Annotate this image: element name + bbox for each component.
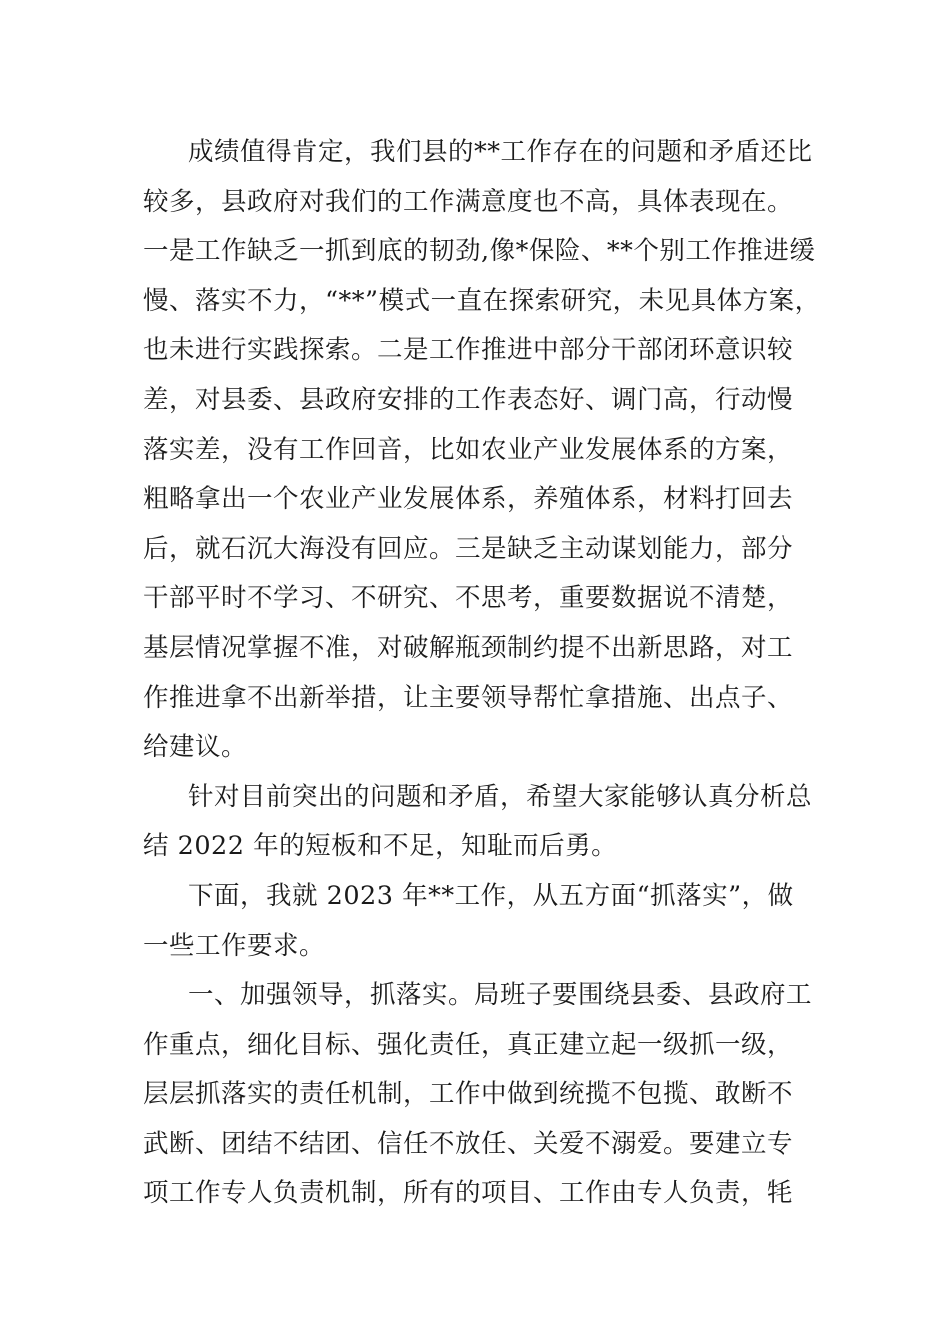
text-line: 结 2022 年的短板和不足，知耻而后勇。 [143, 831, 618, 862]
text-line: 较多，县政府对我们的工作满意度也不高，具体表现在。 [143, 186, 794, 217]
text-line: 作重点，细化目标、强化责任，真正建立起一级抓一级， [143, 1029, 794, 1060]
text-line: 成绩值得肯定，我们县的**工作存在的问题和矛盾还比 [188, 137, 813, 167]
text-line: 后，就石沉大海没有回应。三是缺乏主动谋划能力，部分 [143, 533, 794, 564]
text-line: 慢、落实不力，“**”模式一直在探索研究，未见具体方案， [143, 285, 821, 316]
text-line: 一、加强领导，抓落实。局班子要围绕县委、县政府工 [188, 980, 813, 1011]
text-line: 一些工作要求。 [143, 930, 326, 961]
text-line: 一是工作缺乏一抓到底的韧劲,像*保险、**个别工作推进缓 [143, 236, 816, 267]
text-line: 下面，我就 2023 年**工作，从五方面“抓落实”，做 [188, 880, 794, 911]
text-line: 给建议。 [143, 732, 248, 763]
text-line: 作推进拿不出新举措，让主要领导帮忙拿措施、出点子、 [143, 682, 794, 713]
text-line: 干部平时不学习、不研究、不思考，重要数据说不清楚， [143, 583, 794, 614]
text-line: 粗略拿出一个农业产业发展体系，养殖体系，材料打回去 [143, 484, 794, 515]
text-line: 落实差，没有工作回音，比如农业产业发展体系的方案， [143, 434, 794, 465]
text-line: 层层抓落实的责任机制，工作中做到统揽不包揽、敢断不 [143, 1079, 794, 1110]
text-line: 项工作专人负责机制，所有的项目、工作由专人负责，牦 [143, 1178, 794, 1209]
document-body [143, 128, 823, 1219]
text-line: 武断、团结不结团、信任不放任、关爱不溺爱。要建立专 [143, 1128, 794, 1159]
text-line: 基层情况掌握不准，对破解瓶颈制约提不出新思路，对工 [143, 632, 794, 663]
text-line: 针对目前突出的问题和矛盾，希望大家能够认真分析总 [188, 781, 813, 812]
text-line: 也未进行实践探索。二是工作推进中部分干部闭环意识较 [143, 335, 794, 366]
text-line: 差，对县委、县政府安排的工作表态好、调门高，行动慢 [143, 384, 794, 415]
